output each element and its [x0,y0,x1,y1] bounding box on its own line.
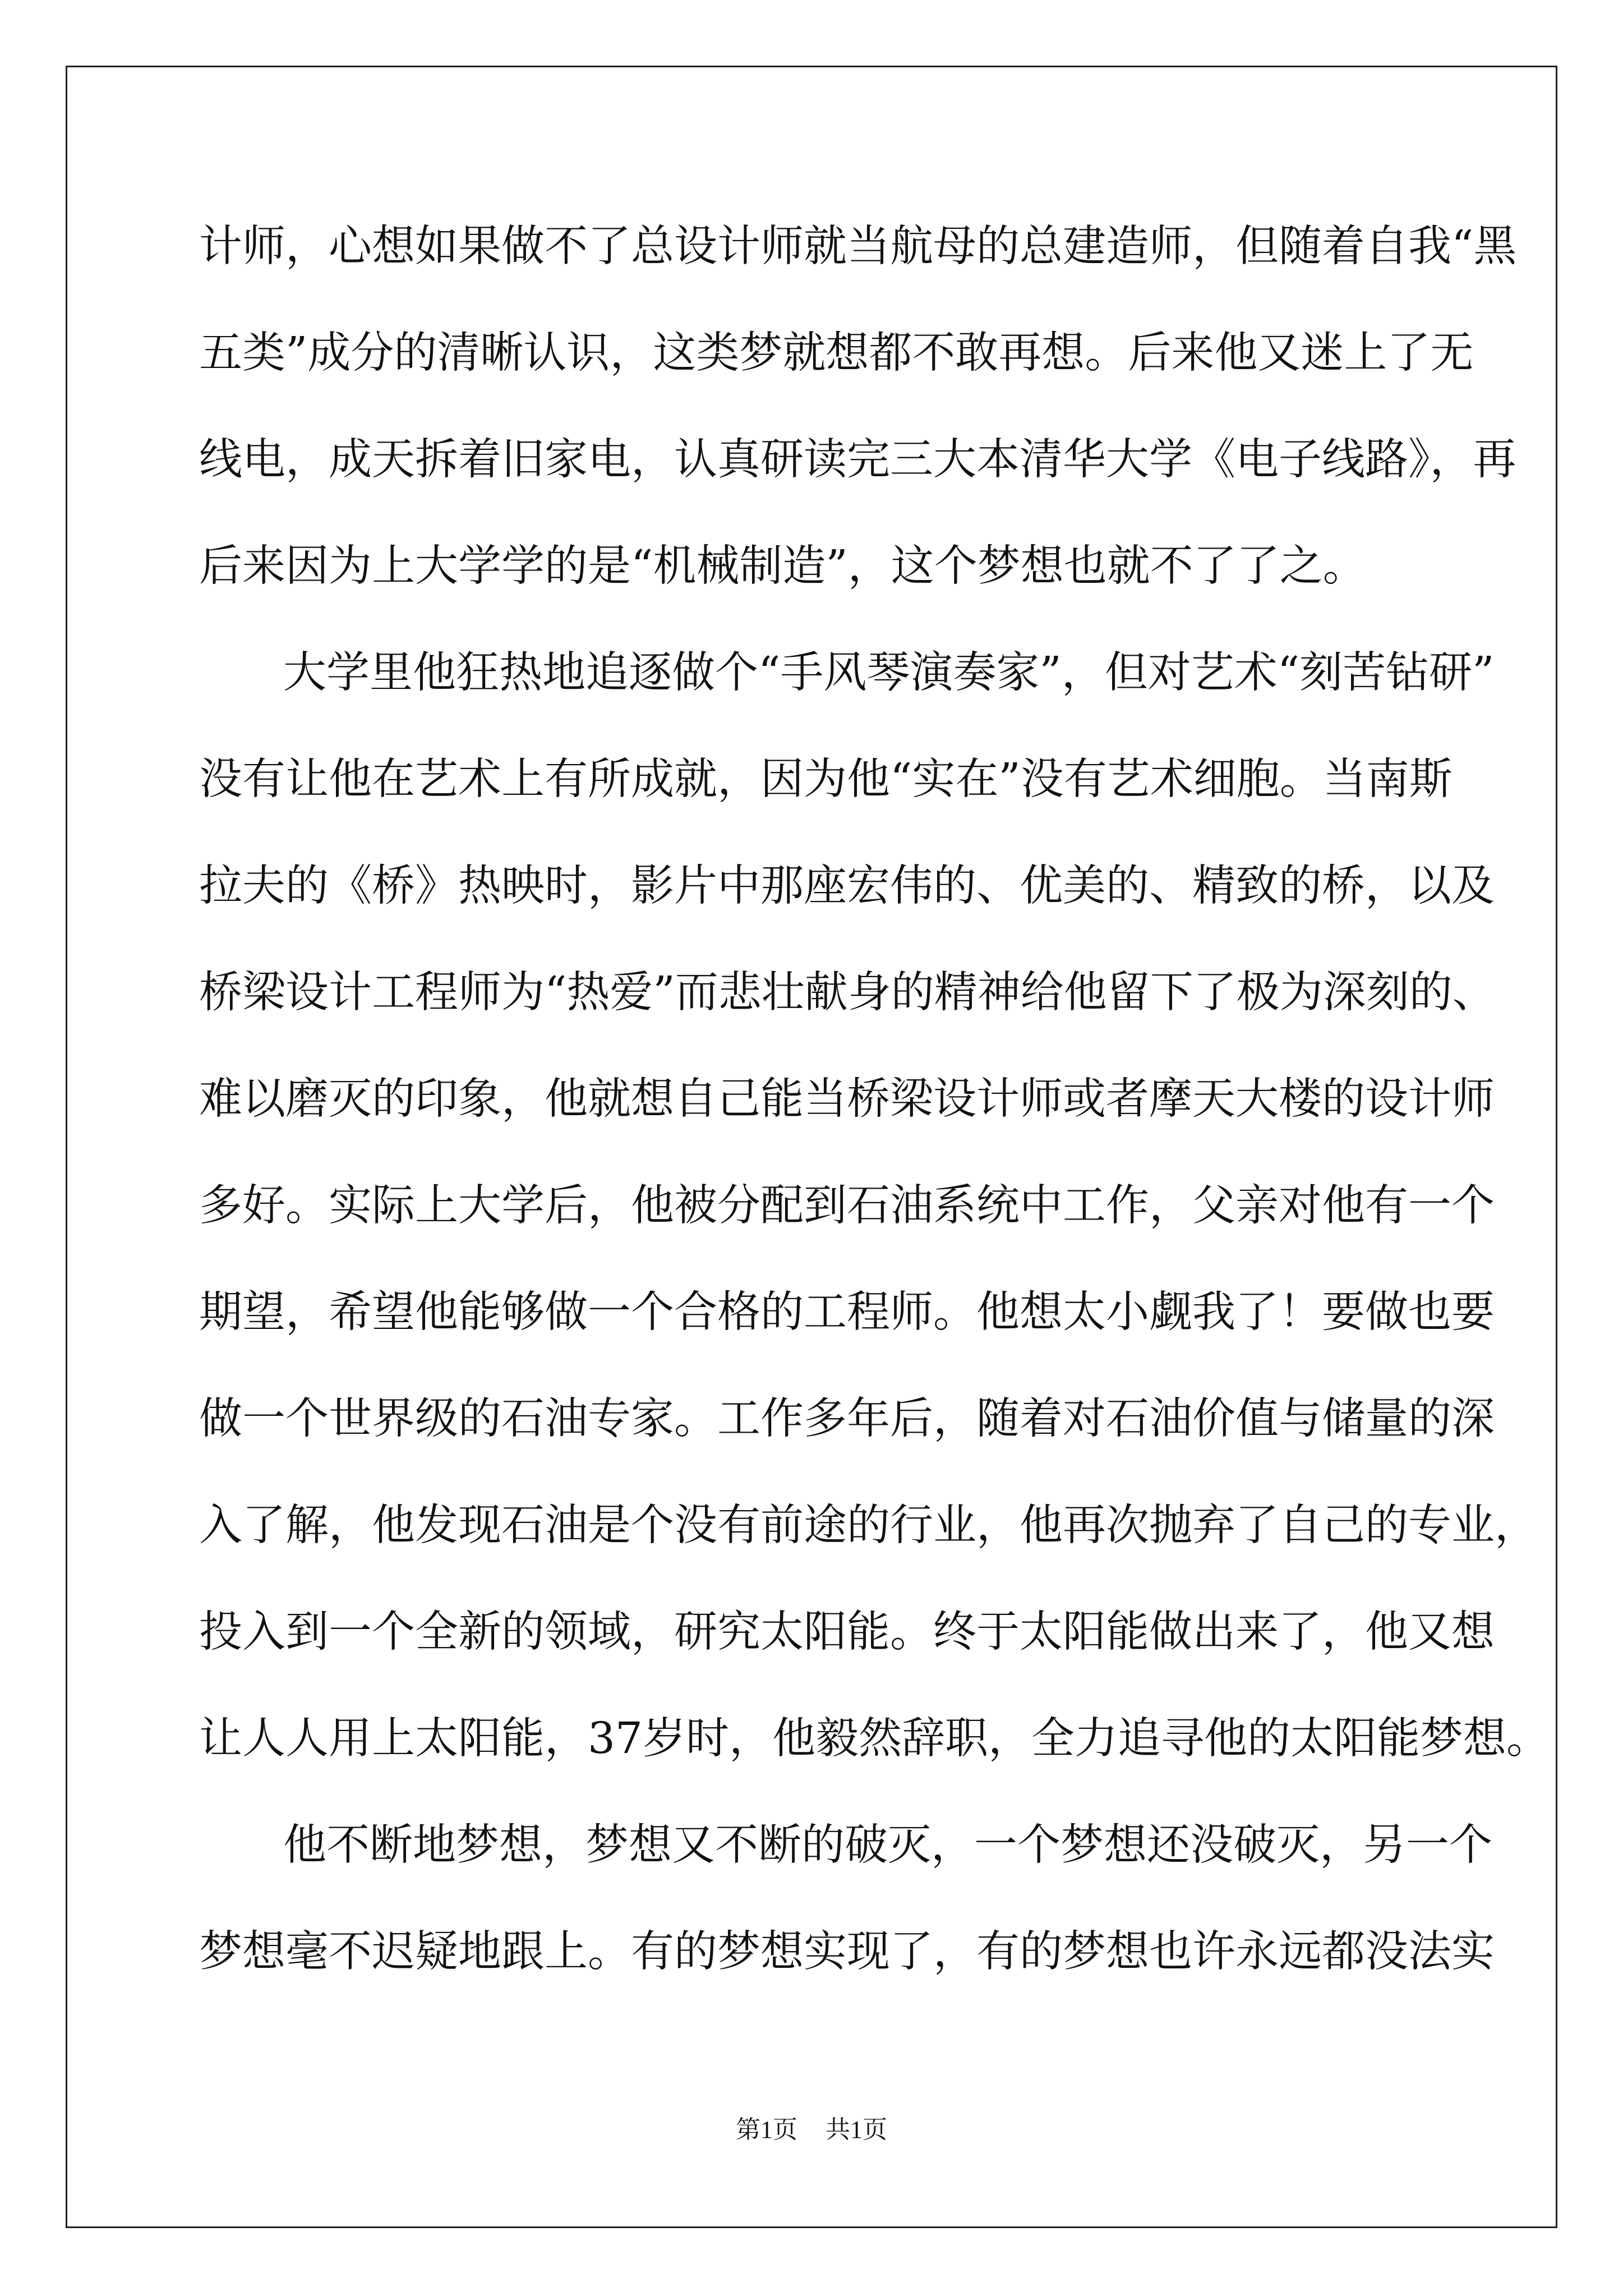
text-line: 桥梁设计工程师为“热爱”而悲壮献身的精神给他留下了极为深刻的、 [199,968,1496,1018]
text-line: 入了解，他发现石油是个没有前途的行业，他再次抛弃了自己的专业， [199,1501,1538,1550]
page-number: 第1页 [736,2116,797,2143]
text-line: 难以磨灭的印象，他就想自己能当桥梁设计师或者摩天大楼的设计师 [199,1074,1495,1124]
text-line: 后来因为上大学学的是“机械制造”，这个梦想也就不了了之。 [199,541,1366,591]
text-line: 期望，希望他能够做一个合格的工程师。他想太小觑我了！要做也要 [199,1287,1495,1337]
text-line: 多好。实际上大学后，他被分配到石油系统中工作，父亲对他有一个 [199,1181,1495,1231]
document-body [199,194,1550,2005]
page-footer [0,2109,1623,2145]
text-line: 没有让他在艺术上有所成就，因为他“实在”没有艺术细胞。当南斯 [199,754,1453,804]
text-line: 五类”成分的清晰认识，这类梦就想都不敢再想。后来他又迷上了无 [199,328,1474,378]
text-line: 梦想毫不迟疑地跟上。有的梦想实现了，有的梦想也许永远都没法实 [199,1927,1495,1977]
text-line: 计师，心想如果做不了总设计师就当航母的总建造师，但随着自我“黑 [199,222,1517,272]
paragraph-start-line: 他不断地梦想，梦想又不断的破灭，一个梦想还没破灭，另一个 [283,1820,1492,1870]
text-line: 线电，成天拆着旧家电，认真研读完三大本清华大学《电子线路》，再 [199,435,1516,485]
text-line: 投入到一个全新的领域，研究太阳能。终于太阳能做出来了，他又想 [199,1607,1495,1657]
text-line: 让人人用上太阳能，37岁时，他毅然辞职，全力追寻他的太阳能梦想。 [199,1714,1550,1764]
text-line: 拉夫的《桥》热映时，影片中那座宏伟的、优美的、精致的桥，以及 [199,861,1495,911]
text-line: 做一个世界级的石油专家。工作多年后，随着对石油价值与储量的深 [199,1394,1495,1444]
page-total: 共1页 [826,2116,887,2143]
paragraph-start-line: 大学里他狂热地追逐做个“手风琴演奏家”，但对艺术“刻苦钻研” [283,648,1495,698]
